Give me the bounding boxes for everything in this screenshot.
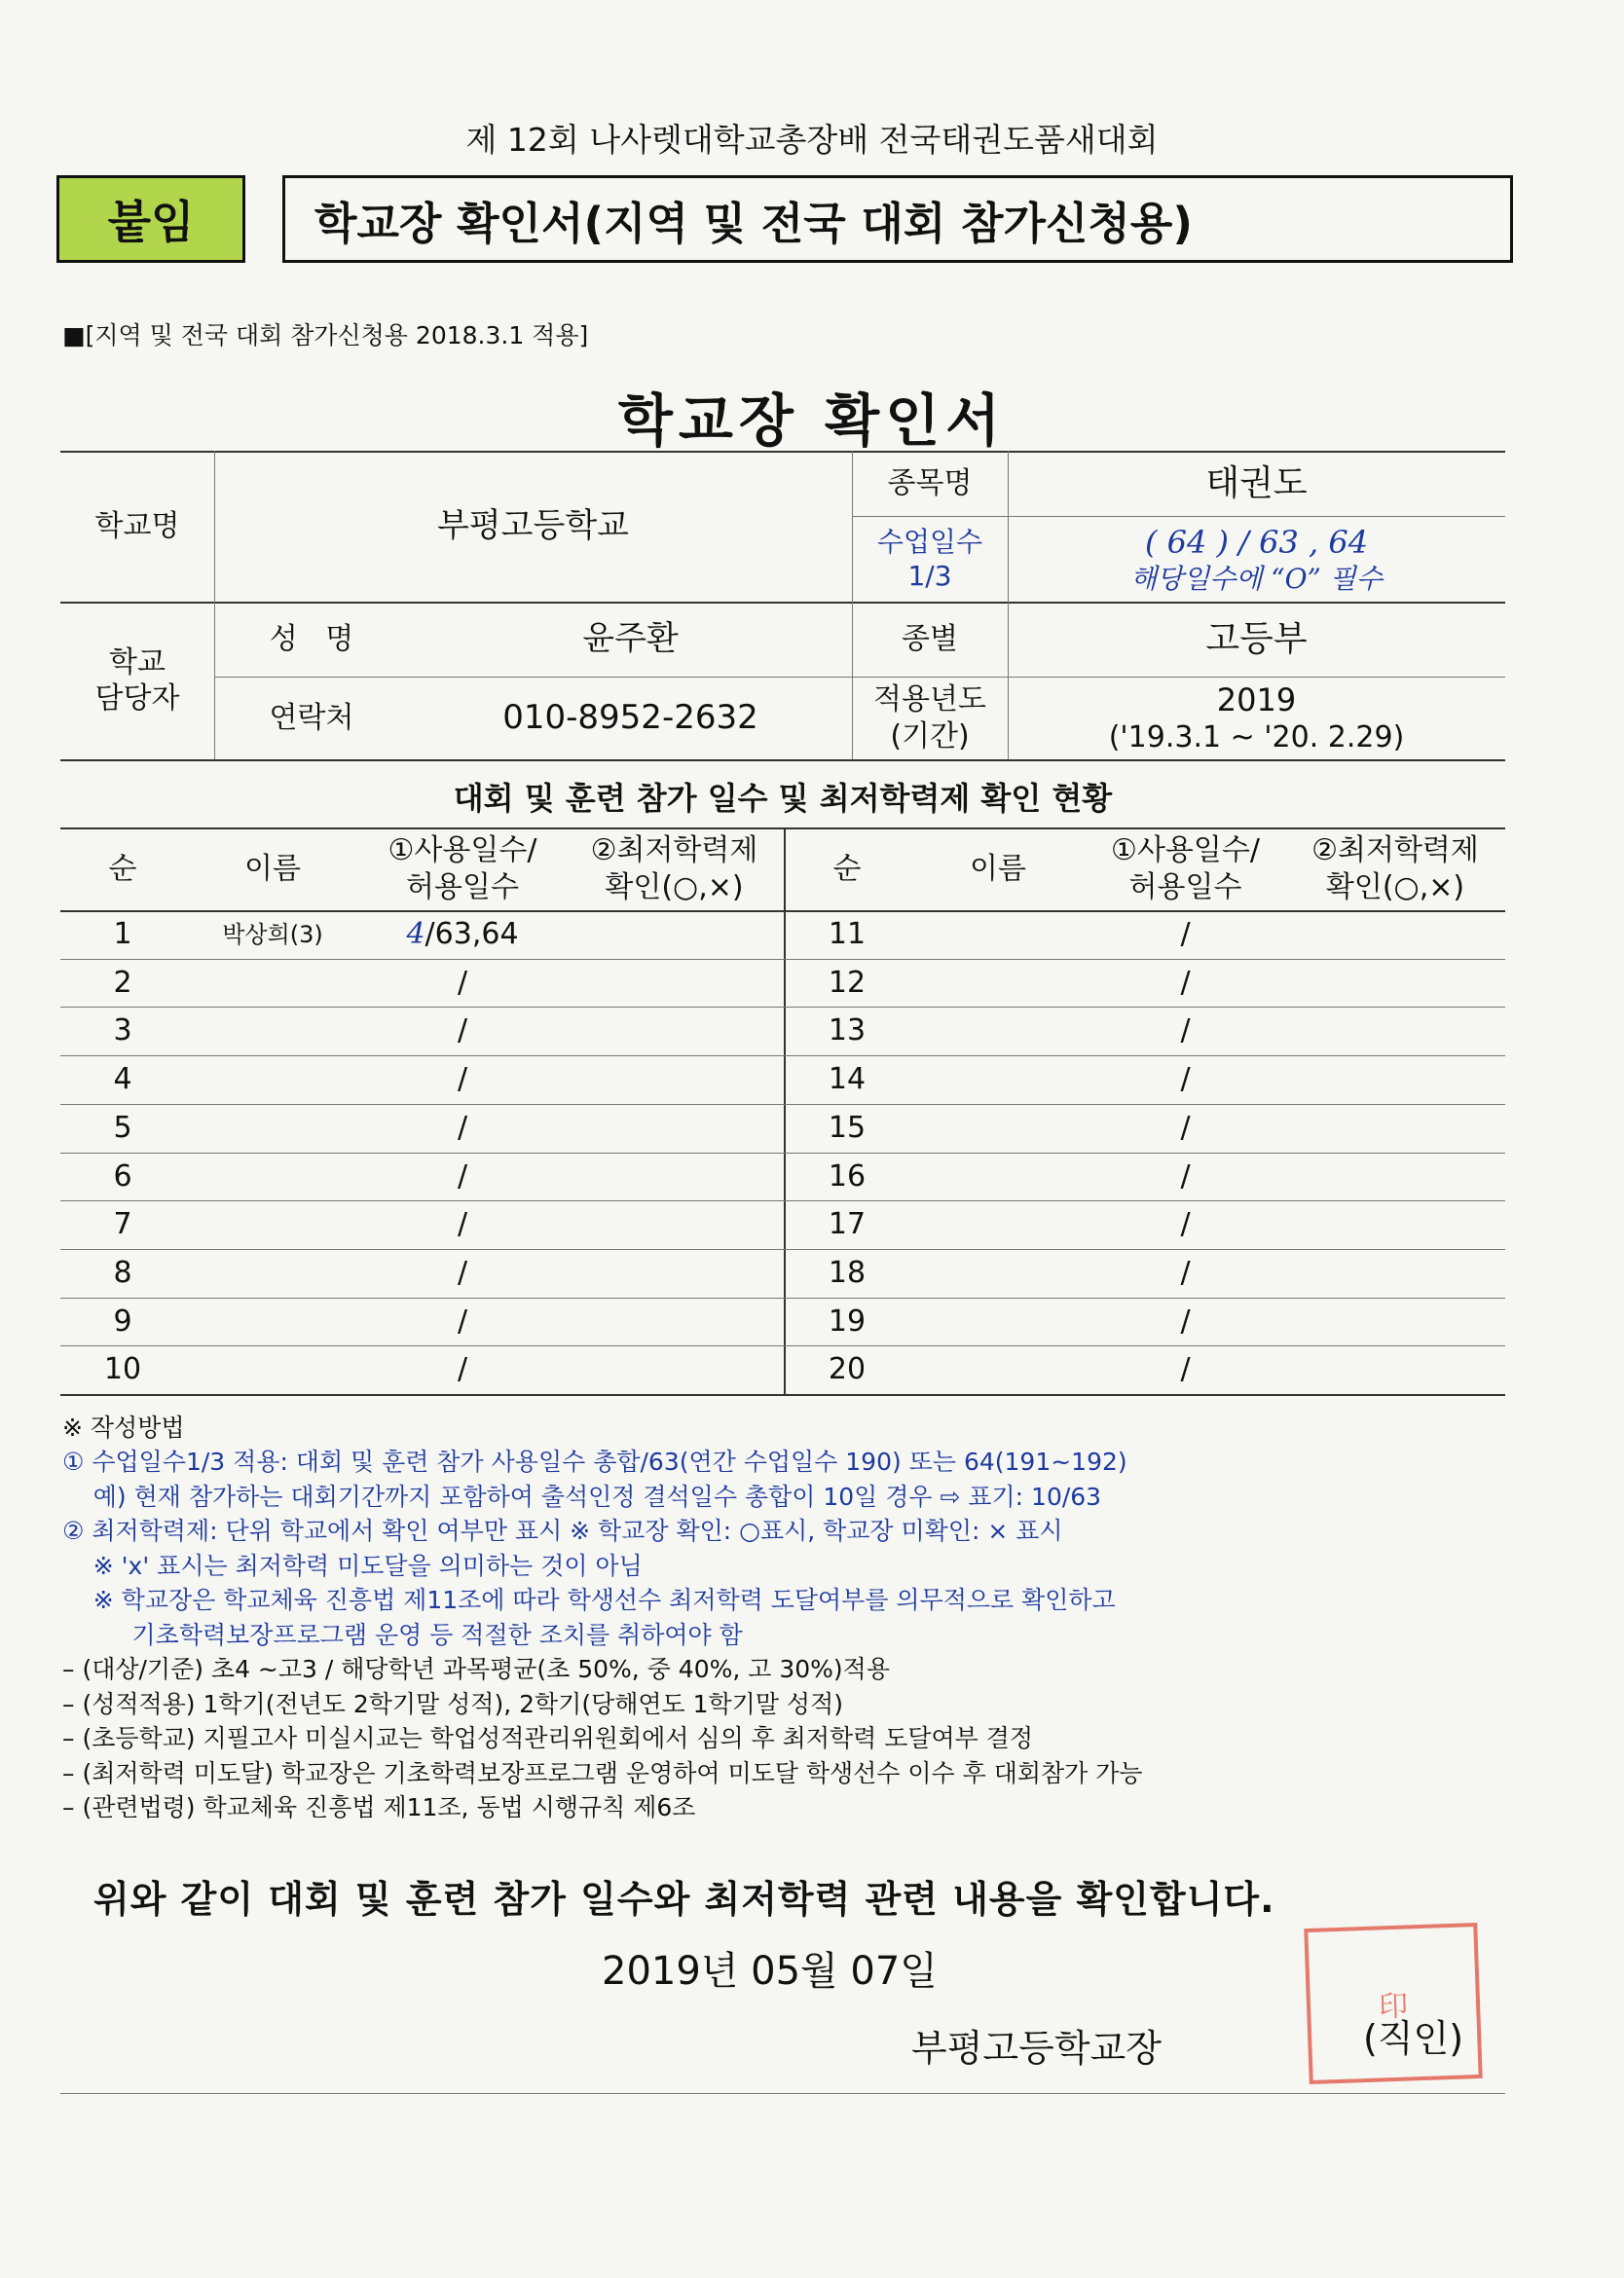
page-title: 학교장 확인서	[617, 387, 1007, 454]
header-edu-line2: 확인(○,×)	[605, 869, 744, 904]
principal-title: 부평고등학교장	[911, 2027, 1162, 2070]
row-days: /	[457, 1207, 468, 1242]
confirmation-statement: 위와 같이 대회 및 훈련 참가 일수와 최저학력 관련 내용을 확인합니다.	[93, 1878, 1275, 1921]
row-number: 16	[828, 1158, 867, 1194]
row-number: 20	[828, 1352, 867, 1387]
row-days: /	[1180, 965, 1191, 1000]
row-days: /	[1180, 1013, 1191, 1048]
row-name	[185, 1104, 360, 1153]
row-name	[910, 959, 1086, 1008]
method-line: ② 최저학력제: 단위 학교에서 확인 여부만 표시 ※ 학교장 확인: ○표시, 학교장 미확인: × 표시	[62, 1517, 1063, 1545]
method-line: – (최저학력 미도달) 학교장은 기초학력보장프로그램 운영하여 미도달 학생선수 이수 후 대회참가 가능	[62, 1758, 1143, 1787]
header-days-line1: ①사용일수/	[388, 833, 537, 867]
method-line: – (관련법령) 학교체육 진흥법 제11조, 동법 시행규칙 제6조	[62, 1793, 696, 1821]
row-name	[910, 910, 1086, 959]
row-number: 19	[828, 1304, 867, 1339]
row-days: /	[457, 1013, 468, 1048]
row-days: /	[457, 1352, 468, 1387]
method-line: 예) 현재 참가하는 대회기간까지 포함하여 출석인정 결석일수 총합이 10일 경우 ⇨ 표기: 10/63	[62, 1482, 1102, 1511]
year-label-line2: (기간)	[890, 718, 970, 753]
row-name	[910, 1249, 1086, 1298]
row-number: 5	[113, 1110, 132, 1145]
method-line: ※ 'x' 표시는 최저학력 미도달을 의미하는 것이 아님	[62, 1551, 643, 1580]
row-name	[910, 1153, 1086, 1201]
row-number: 2	[113, 965, 132, 1000]
header-days-line2: 허용일수	[1128, 869, 1242, 904]
row-days: /	[1180, 1207, 1191, 1242]
section-title: 대회 및 훈련 참가 일수 및 최저학력제 확인 현황	[453, 780, 1113, 817]
staff-label-line2: 담당자	[94, 681, 180, 716]
row-name	[185, 1153, 360, 1201]
header-days-line1: ①사용일수/	[1111, 833, 1260, 867]
school-days-label	[852, 516, 1008, 602]
method-line: – (대상/기준) 초4 ~고3 / 해당학년 과목평균(초 50%, 중 40%, 고 30%)적용	[62, 1655, 890, 1683]
staff-label	[60, 602, 214, 759]
row-days: /	[1180, 1110, 1191, 1145]
year-value	[1008, 677, 1505, 759]
attachment-badge: 붙임	[56, 175, 245, 263]
row-days: /	[1180, 1062, 1191, 1097]
row-number: 12	[828, 965, 867, 1000]
year-label-line1: 적용년도	[873, 682, 986, 716]
row-number: 14	[828, 1062, 867, 1097]
header-name: 이름	[244, 851, 301, 886]
document-box-title: 학교장 확인서(지역 및 전국 대회 참가신청용)	[282, 175, 1513, 263]
row-name	[185, 1200, 360, 1249]
row-name	[910, 1007, 1086, 1055]
method-line: 기초학력보장프로그램 운영 등 적절한 조치를 취하여야 함	[62, 1620, 743, 1649]
row-name	[185, 959, 360, 1008]
row-days	[360, 910, 565, 959]
header-edu-line1: ②최저학력제	[1311, 833, 1479, 867]
year-period: ('19.3.1 ~ '20. 2.29)	[1108, 719, 1405, 754]
school-days-note: 해당일수에 “O” 필수	[1130, 562, 1383, 595]
row-days: /	[457, 1110, 468, 1145]
year-label	[852, 677, 1008, 759]
row-days-total: /63,64	[424, 917, 519, 952]
row-number: 13	[828, 1013, 867, 1048]
row-days: /	[457, 1304, 468, 1339]
school-days-label-line1: 수업일수	[876, 526, 983, 558]
row-name	[910, 1345, 1086, 1394]
header-edu	[565, 827, 784, 910]
contact-label: 연락처	[269, 700, 354, 735]
row-days: /	[1180, 1158, 1191, 1194]
row-number: 4	[113, 1062, 132, 1097]
staff-name-value: 윤주환	[582, 619, 679, 659]
header-no: 순	[108, 851, 137, 886]
row-name	[185, 1055, 360, 1104]
header-edu-line2: 확인(○,×)	[1325, 869, 1465, 904]
row-number: 7	[113, 1207, 132, 1242]
method-line: – (성적적용) 1학기(전년도 2학기말 성적), 2학기(당해연도 1학기말 성적)	[62, 1689, 843, 1718]
row-name	[185, 1345, 360, 1394]
applies-note: ■[지역 및 전국 대회 참가신청용 2018.3.1 적용]	[62, 321, 589, 349]
row-days: /	[1180, 917, 1191, 952]
row-number: 10	[103, 1352, 142, 1387]
school-name-label: 학교명	[94, 508, 180, 543]
contact-value: 010-8952-2632	[502, 698, 758, 738]
row-name	[185, 1298, 360, 1346]
division-label: 종별	[902, 621, 958, 656]
header-name: 이름	[970, 851, 1026, 886]
row-name	[910, 1104, 1086, 1153]
school-name-value: 부평고등학교	[436, 506, 630, 546]
sport-label: 종목명	[887, 465, 973, 500]
row-days: /	[1180, 1352, 1191, 1387]
row-number: 8	[113, 1255, 132, 1290]
method-line: – (초등학교) 지필고사 미실시교는 학업성적관리위원회에서 심의 후 최저학력 도달여부 결정	[62, 1724, 1034, 1752]
row-number: 1	[113, 917, 132, 952]
row-number: 18	[828, 1255, 867, 1290]
row-days: /	[457, 1255, 468, 1290]
row-days: /	[1180, 1255, 1191, 1290]
header-edu	[1285, 827, 1505, 910]
staff-label-line1: 학교	[109, 644, 166, 680]
row-name	[910, 1055, 1086, 1104]
row-name	[910, 1200, 1086, 1249]
school-days-label-line2: 1/3	[907, 560, 952, 592]
division-value: 고등부	[1205, 619, 1308, 659]
header-days-line2: 허용일수	[406, 869, 519, 904]
row-number: 9	[113, 1304, 132, 1339]
info-bottom-rule	[60, 759, 1505, 761]
header-no: 순	[832, 851, 862, 886]
row-days: /	[457, 1062, 468, 1097]
method-line: ※ 학교장은 학교체육 진흥법 제11조에 따라 학생선수 최저학력 도달여부를 의무적으로 확인하고	[62, 1586, 1116, 1614]
row-days: /	[1180, 1304, 1191, 1339]
row-days: /	[457, 1158, 468, 1194]
header-days	[1086, 827, 1285, 910]
header-edu-line1: ②최저학력제	[590, 833, 758, 867]
staff-name-label: 성 명	[269, 621, 354, 656]
method-line: ① 수업일수1/3 적용: 대회 및 훈련 참가 사용일수 총합/63(연간 수업일수 190) 또는 64(191~192)	[62, 1448, 1127, 1476]
year-number: 2019	[1216, 680, 1297, 718]
row-number: 3	[113, 1013, 132, 1048]
issue-date: 2019년 05월 07일	[602, 1949, 938, 1994]
seal-label: (직인)	[1363, 2017, 1464, 2060]
footer-rule	[60, 2093, 1505, 2094]
row-number: 11	[828, 917, 867, 952]
school-days-count: ( 64 ) / 63 , 64	[1144, 523, 1369, 561]
event-title: 제 12회 나사렛대학교총장배 전국태권도품새대회	[465, 121, 1159, 159]
row-name: 박상희(3)	[222, 920, 323, 948]
school-days-value	[1008, 516, 1505, 602]
row-days-used: 4	[406, 917, 425, 952]
table-bottom-rule	[60, 1394, 1505, 1396]
row-name	[185, 1007, 360, 1055]
row-number: 6	[113, 1158, 132, 1194]
official-seal: 印	[1304, 1923, 1482, 2084]
header-days	[360, 827, 565, 910]
method-title: ※ 작성방법	[62, 1414, 185, 1442]
row-number: 15	[828, 1110, 867, 1145]
row-name	[185, 1249, 360, 1298]
row-number: 17	[828, 1207, 867, 1242]
sport-value: 태권도	[1205, 463, 1308, 503]
row-days: /	[457, 965, 468, 1000]
row-name	[910, 1298, 1086, 1346]
